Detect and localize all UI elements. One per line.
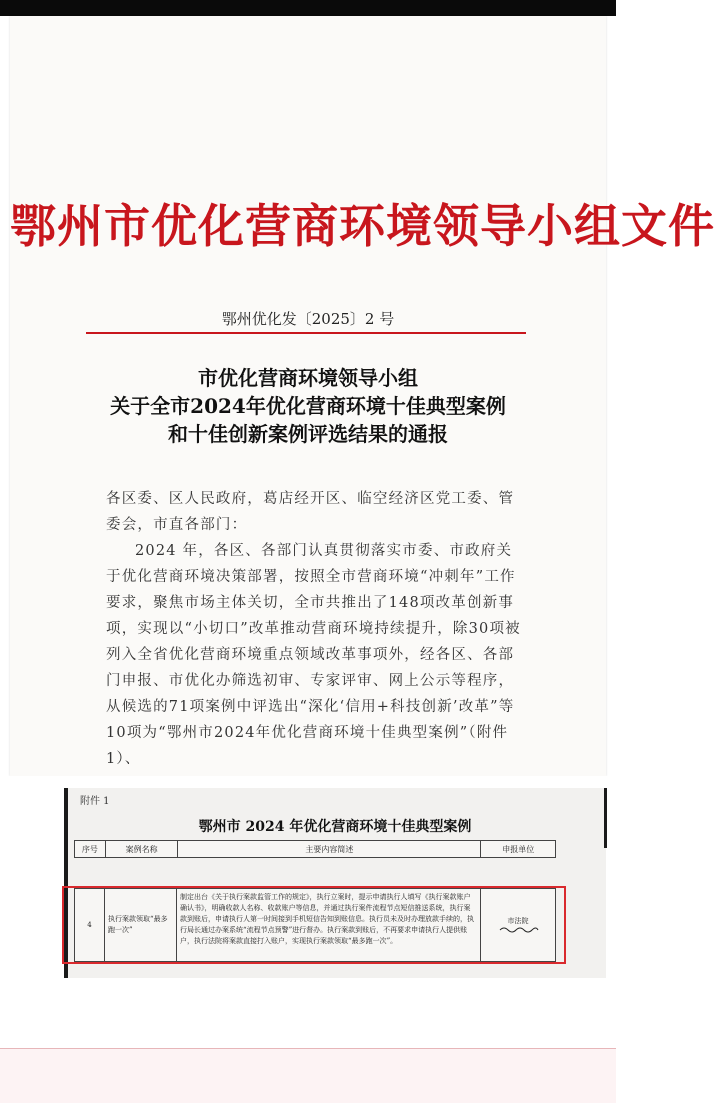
bottom-pink-panel <box>0 1048 616 1103</box>
title-line-2: 关于全市2024年优化营商环境十佳典型案例 <box>110 394 506 418</box>
title-line-1: 市优化营商环境领导小组 <box>198 366 418 390</box>
document-body <box>106 486 526 772</box>
red-masthead: 鄂州市优化营商环境领导小组文件 <box>10 199 715 253</box>
body-paragraph: 2024 年，各区、各部门认真贯彻落实市委、市政府关于优化营商环境决策部署，按照全市营商环境“冲刺年”工作要求，聚焦市场主体关切，全市共推出了148项改革创新事项，实现以“小切口”改革推动营商环境持续提升，除30项被列入全省优化营商环境重点领域改革事项外，经各区、各部门申报、市优化办筛选初审、专家评审、网上公示等程序，从候选的71项案例中评选出“深化‘信用+科技创新’改革”等10项为“鄂州市2024年优化营商环境十佳典型案例”（附件1）、 <box>106 543 521 767</box>
document-title <box>10 364 606 448</box>
header-no: 序号 <box>75 841 106 857</box>
attachment-label: 附件 1 <box>80 796 110 807</box>
salutation: 各区委、区人民政府，葛店经开区、临空经济区党工委、管委会，市直各部门： <box>106 491 515 533</box>
page-gap <box>0 776 616 788</box>
header-unit: 申报单位 <box>502 844 535 854</box>
red-divider <box>86 332 526 334</box>
header-case-name: 案例名称 <box>106 841 179 857</box>
table-title: 鄂州市 2024 年优化营商环境十佳典型案例 <box>198 819 472 835</box>
page-edge-right <box>604 788 607 848</box>
header-summary: 主要内容简述 <box>178 841 481 857</box>
title-line-3: 和十佳创新案例评选结果的通报 <box>168 422 448 446</box>
top-dark-bar <box>0 0 616 16</box>
row-description: 制定出台《关于执行案款监管工作的规定》，执行立案时，提示申请执行人填写《执行案款账户确认书》，明确收款人名称、收款账户等信息，并通过执行案件流程节点短信推送系统，执行案款到账后，申请执行人第一时间接到手机短信告知到账信息。执行员未及时办理放款手续的，执行局长通过办案系统“流程节点预警”进行督办。执行案款到账后，不再要求申请执行人提供账户，执行法院将案款直接打入账户，实现执行案款领取“最多跑一次”。 <box>177 889 481 961</box>
document-number: 鄂州优化发〔2025〕2 号 <box>221 310 395 328</box>
highlight-box <box>62 886 566 964</box>
row-number: 4 <box>75 889 105 961</box>
row-unit: 市法院 <box>507 917 529 925</box>
document-page-1 <box>10 16 715 776</box>
row-case-name: 执行案款领取“最多跑一次” <box>105 889 177 961</box>
table-header-row <box>74 840 556 858</box>
